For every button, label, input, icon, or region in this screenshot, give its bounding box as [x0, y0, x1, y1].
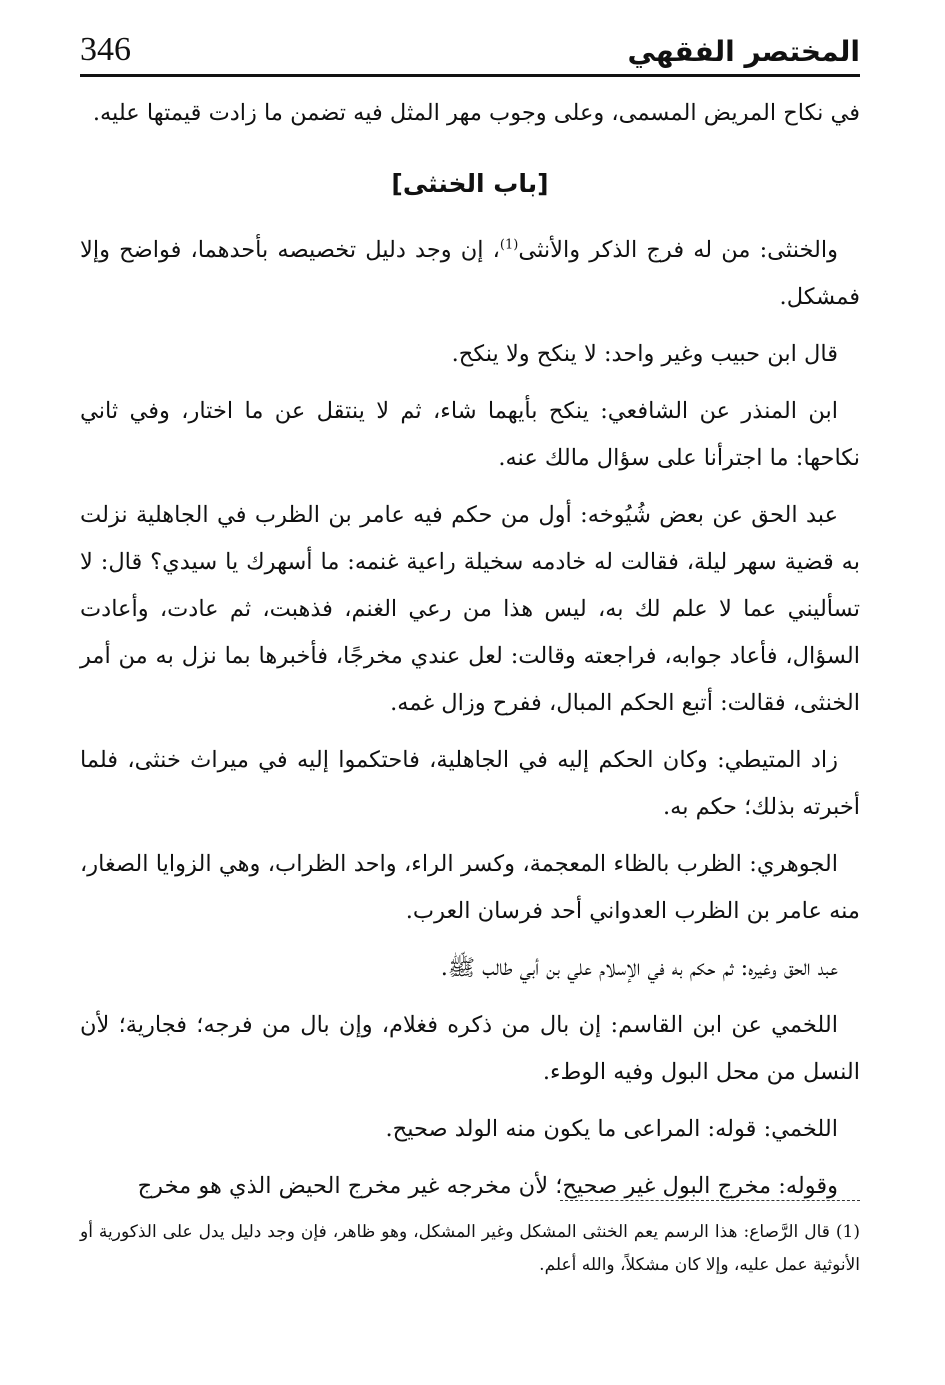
- paragraph: اللخمي عن ابن القاسم: إن بال من ذكره فغلام، وإن بال من فرجه؛ فجارية؛ لأن النسل من محل البول وفيه الوطء.: [80, 1012, 860, 1085]
- page-number: 346: [80, 31, 131, 68]
- paragraph-text: ، إن وجد دليل تخصيصه بأحدهما، فواضح وإلا فمشكل.: [80, 237, 860, 310]
- book-page: [80, 28, 860, 1358]
- section-heading: [باب الخنثى]: [391, 169, 549, 198]
- footnote-text: قال الرَّصاع: هذا الرسم يعم الخنثى المشكل وغير المشكل، وهو ظاهر، فإن وجد دليل يدل على الذكورية أو الأنوثية عمل عليه، وإلا كان مشكلاً، والله أعلم.: [80, 1222, 860, 1275]
- paragraph-continuation: في نكاح المريض المسمى، وعلى وجوب مهر المثل فيه تضمن ما زادت قيمتها عليه.: [92, 100, 860, 126]
- paragraph: اللخمي: قوله: المراعى ما يكون منه الولد صحيح.: [385, 1116, 838, 1142]
- paragraph-text: والخنثى: من له فرج الذكر والأنثى: [518, 237, 838, 263]
- footnote-reference[interactable]: (1): [499, 237, 519, 253]
- running-title: المختصر الفقهي: [627, 35, 860, 68]
- paragraph-definition: [80, 227, 860, 321]
- paragraph: عبد الحق وغيره: ثم حكم به في الإسلام علي بن أبي طالب ﷺ.: [440, 955, 838, 981]
- page-header: [80, 28, 860, 80]
- paragraph: قال ابن حبيب وغير واحد: لا ينكح ولا ينكح.: [451, 341, 838, 367]
- paragraph: الجوهري: الظرب بالظاء المعجمة، وكسر الراء، واحد الظراب، وهي الزوايا الصغار، منه عامر بن الظرب العدواني أحد فرسان العرب.: [80, 851, 860, 924]
- footnote-number: (1): [835, 1222, 860, 1242]
- header-rule: [80, 74, 860, 77]
- main-text: [80, 90, 860, 1220]
- paragraph: وقوله: مخرج البول غير صحيح؛ لأن مخرجه غير مخرج الحيض الذي هو مخرج: [137, 1173, 838, 1199]
- footnote: [80, 1216, 860, 1282]
- paragraph: ابن المنذر عن الشافعي: ينكح بأيهما شاء، ثم لا ينتقل عن ما اختار، وفي ثاني نكاحها: ما اجترأنا على سؤال مالك عنه.: [80, 398, 860, 471]
- paragraph: عبد الحق عن بعض شُيُوخه: أول من حكم فيه عامر بن الظرب في الجاهلية نزلت به قضية سهر ليلة، فقالت له خادمه سخيلة راعية غنمه: ما أسهرك يا سيدي؟ قال: لا تسأليني عما لا علم لك به، ليس هذا من رعي الغنم، فذهبت، ثم عادت، وأعادت السؤال، فأعاد جوابه، فراجعته وقالت: لعل عندي مخرجًا، فأخبرها بما نزل به من أمر الخنثى، فقالت: أتبع الحكم المبال، ففرح وزال غمه.: [80, 502, 860, 716]
- footnote-divider: [560, 1200, 860, 1201]
- paragraph: زاد المتيطي: وكان الحكم إليه في الجاهلية، فاحتكموا إليه في ميراث خنثى، فلما أخبرته بذلك؛ حكم به.: [80, 747, 860, 820]
